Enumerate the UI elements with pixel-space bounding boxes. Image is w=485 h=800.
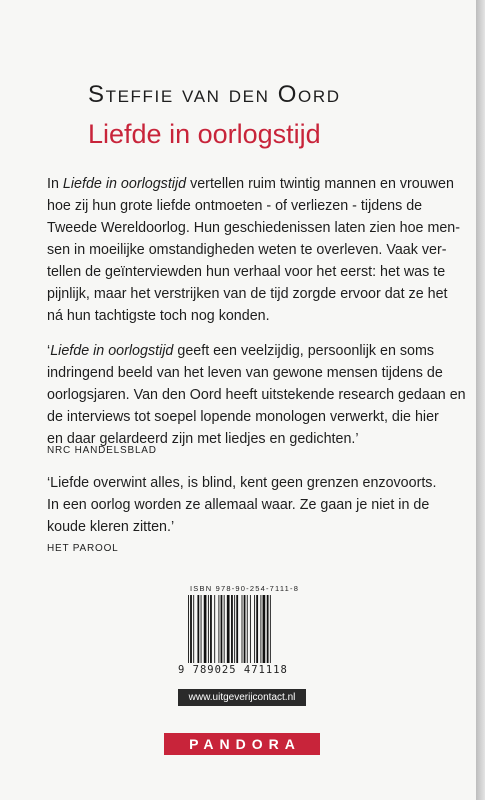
quote-line: indringend beeld van het leven van gewone mensen tijdens de — [47, 365, 443, 381]
blurb-line: ná hun tachtigste toch nog konden. — [47, 308, 270, 324]
quote-line: oorlogsjaren. Van den Oord heeft uitstekende research gedaan en — [47, 387, 466, 403]
barcode-bar — [224, 595, 225, 663]
quote-line: In een oorlog worden ze allemaal waar. Ze gaan je niet in de — [47, 497, 430, 513]
barcode-bar — [267, 595, 269, 663]
barcode-bar — [188, 595, 189, 663]
publisher-website[interactable]: www.uitgeverijcontact.nl — [178, 689, 306, 706]
pandora-logo: PANDORA — [164, 733, 320, 755]
blurb-line: In Liefde in oorlogstijd vertellen ruim twintig mannen en vrouwen — [47, 176, 454, 192]
barcode-bar — [256, 595, 258, 663]
quote-source-parool: HET PAROOL — [47, 543, 119, 554]
book-title: Liefde in oorlogstijd — [88, 119, 321, 149]
barcode-bar — [260, 595, 261, 663]
barcode-bar — [234, 595, 235, 663]
barcode-bar — [221, 595, 223, 663]
barcode-bars — [188, 595, 298, 663]
spine-edge — [476, 0, 485, 800]
review-quote-parool — [47, 472, 447, 538]
blurb-title-italic: Liefde in oorlogstijd — [62, 176, 187, 192]
blurb-line: hoe zij hun grote liefde ontmoeten - of verliezen - tijdens de — [47, 198, 423, 214]
barcode-bar — [214, 595, 215, 663]
barcode-bar — [242, 595, 243, 663]
barcode-bar — [190, 595, 192, 663]
barcode-bar — [270, 595, 271, 663]
barcode-bar — [250, 595, 251, 663]
barcode-bar — [254, 595, 255, 663]
quote-line: ‘Liefde in oorlogstijd geeft een veelzijdig, persoonlijk en soms — [47, 343, 435, 359]
quote-line: en daar gelardeerd zijn met liedjes en gedichten.’ — [47, 431, 359, 447]
barcode-bar — [204, 595, 207, 663]
barcode-bar — [227, 595, 230, 663]
blurb-text — [47, 173, 461, 327]
barcode-bar — [218, 595, 219, 663]
blurb-line: sen in moeilijke omstandigheden weten te overleven. Vaak ver- — [47, 242, 447, 258]
blurb-line-rest: vertellen ruim twintig mannen en vrouwen — [186, 176, 454, 192]
blurb-line: Tweede Wereldoorlog. Hun geschiedenissen laten zien hoe men- — [47, 220, 461, 236]
barcode-bar — [193, 595, 194, 663]
blurb-line: pijnlijk, maar het verstrijken van de tijd zorgde ervoor dat ze het — [47, 286, 448, 302]
barcode-bar — [236, 595, 238, 663]
barcode-bar — [231, 595, 233, 663]
barcode-bar — [210, 595, 212, 663]
barcode-bar — [263, 595, 266, 663]
quote-source-nrc: NRC HANDELSBLAD — [47, 445, 157, 456]
quote-title-italic: Liefde in oorlogstijd — [50, 343, 174, 359]
isbn-label: ISBN 978-90-254-7111-8 — [190, 584, 300, 593]
review-quote-nrc — [47, 340, 466, 450]
barcode-bar — [201, 595, 202, 663]
quote-line: de interviews tot soepel lopende monologen verwerkt, die hier — [47, 409, 439, 425]
barcode-bar — [247, 595, 248, 663]
barcode-bar — [244, 595, 246, 663]
quote-line-rest: geeft een veelzijdig, persoonlijk en soms — [173, 343, 435, 359]
blurb-line: tellen de geïnterviewden hun verhaal voor het eerst: het was te — [47, 264, 446, 280]
isbn-barcode — [176, 584, 308, 686]
quote-line: ‘Liefde overwint alles, is blind, kent geen grenzen enzovoorts. — [47, 475, 437, 491]
quote-line: koude kleren zitten.’ — [47, 519, 175, 535]
author-name: Steffie van den Oord — [88, 81, 341, 108]
barcode-number: 9 789025 471118 — [178, 664, 288, 676]
barcode-bar — [197, 595, 199, 663]
barcode-bar — [208, 595, 209, 663]
